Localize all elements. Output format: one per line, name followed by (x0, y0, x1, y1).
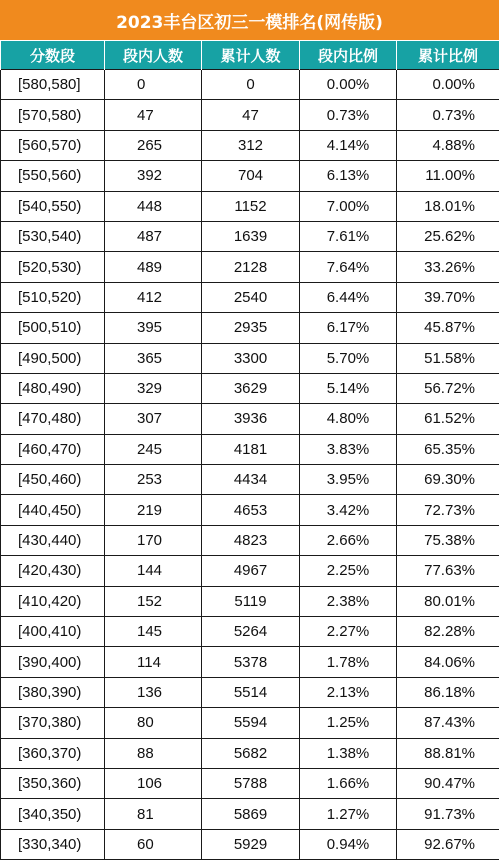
score-range-cell: [410,420) (1, 586, 105, 616)
cumulative-count-cell: 5378 (202, 647, 300, 677)
cumulative-ratio-cell: 45.87% (397, 313, 499, 343)
table-row (1, 221, 499, 251)
cumulative-count-cell: 3936 (202, 404, 300, 434)
cumulative-ratio-cell: 18.01% (397, 191, 499, 221)
cumulative-ratio-cell: 33.26% (397, 252, 499, 282)
score-range-cell: [420,430) (1, 556, 105, 586)
cumulative-ratio-cell: 56.72% (397, 373, 499, 403)
cumulative-count-cell: 4434 (202, 465, 300, 495)
count-cell: 88 (105, 738, 202, 768)
cumulative-ratio-cell: 80.01% (397, 586, 499, 616)
cumulative-count-cell: 1639 (202, 221, 300, 251)
count-cell: 395 (105, 313, 202, 343)
ratio-cell: 2.38% (300, 586, 397, 616)
score-range-cell: [480,490) (1, 373, 105, 403)
table-row (1, 161, 499, 191)
table-row (1, 586, 499, 616)
cumulative-ratio-cell: 61.52% (397, 404, 499, 434)
ratio-cell: 6.17% (300, 313, 397, 343)
score-range-cell: [520,530) (1, 252, 105, 282)
cumulative-count-cell: 4823 (202, 525, 300, 555)
table-row (1, 252, 499, 282)
cumulative-count-cell: 2128 (202, 252, 300, 282)
cumulative-count-cell: 5119 (202, 586, 300, 616)
table-row (1, 100, 499, 130)
table-row (1, 313, 499, 343)
cumulative-ratio-cell: 25.62% (397, 221, 499, 251)
ratio-cell: 0.73% (300, 100, 397, 130)
cumulative-count-cell: 3300 (202, 343, 300, 373)
cumulative-ratio-cell: 65.35% (397, 434, 499, 464)
column-header-score-range: 分数段 (1, 41, 105, 70)
cumulative-count-cell: 47 (202, 100, 300, 130)
cumulative-ratio-cell: 92.67% (397, 829, 499, 859)
cumulative-ratio-cell: 51.58% (397, 343, 499, 373)
column-header-ratio: 段内比例 (300, 41, 397, 70)
column-header-cumulative-ratio: 累计比例 (397, 41, 499, 70)
score-range-cell: [460,470) (1, 434, 105, 464)
ratio-cell: 6.13% (300, 161, 397, 191)
count-cell: 412 (105, 282, 202, 312)
cumulative-ratio-cell: 39.70% (397, 282, 499, 312)
cumulative-ratio-cell: 86.18% (397, 677, 499, 707)
count-cell: 245 (105, 434, 202, 464)
ratio-cell: 3.95% (300, 465, 397, 495)
score-range-cell: [440,450) (1, 495, 105, 525)
score-range-cell: [570,580) (1, 100, 105, 130)
cumulative-count-cell: 3629 (202, 373, 300, 403)
ratio-cell: 1.25% (300, 708, 397, 738)
score-range-cell: [510,520) (1, 282, 105, 312)
score-range-cell: [360,370) (1, 738, 105, 768)
cumulative-count-cell: 312 (202, 130, 300, 160)
count-cell: 136 (105, 677, 202, 707)
count-cell: 329 (105, 373, 202, 403)
ranking-table (0, 41, 499, 860)
ratio-cell: 2.13% (300, 677, 397, 707)
score-range-cell: [370,380) (1, 708, 105, 738)
cumulative-count-cell: 5264 (202, 617, 300, 647)
count-cell: 219 (105, 495, 202, 525)
score-range-cell: [470,480) (1, 404, 105, 434)
cumulative-ratio-cell: 75.38% (397, 525, 499, 555)
score-range-cell: [550,560) (1, 161, 105, 191)
cumulative-count-cell: 2540 (202, 282, 300, 312)
cumulative-ratio-cell: 87.43% (397, 708, 499, 738)
ratio-cell: 7.00% (300, 191, 397, 221)
count-cell: 265 (105, 130, 202, 160)
count-cell: 170 (105, 525, 202, 555)
cumulative-ratio-cell: 88.81% (397, 738, 499, 768)
count-cell: 114 (105, 647, 202, 677)
column-header-cumulative-count: 累计人数 (202, 41, 300, 70)
cumulative-count-cell: 4967 (202, 556, 300, 586)
score-range-cell: [450,460) (1, 465, 105, 495)
table-row (1, 282, 499, 312)
count-cell: 253 (105, 465, 202, 495)
table-row (1, 495, 499, 525)
cumulative-count-cell: 5514 (202, 677, 300, 707)
cumulative-ratio-cell: 11.00% (397, 161, 499, 191)
ratio-cell: 2.27% (300, 617, 397, 647)
ratio-cell: 0.00% (300, 70, 397, 100)
table-row (1, 647, 499, 677)
count-cell: 365 (105, 343, 202, 373)
score-range-cell: [400,410) (1, 617, 105, 647)
header-row (1, 41, 499, 70)
cumulative-count-cell: 5929 (202, 829, 300, 859)
cumulative-count-cell: 5869 (202, 799, 300, 829)
cumulative-count-cell: 0 (202, 70, 300, 100)
cumulative-ratio-cell: 69.30% (397, 465, 499, 495)
ratio-cell: 4.14% (300, 130, 397, 160)
score-range-cell: [560,570) (1, 130, 105, 160)
ratio-cell: 1.78% (300, 647, 397, 677)
count-cell: 145 (105, 617, 202, 647)
score-range-cell: [430,440) (1, 525, 105, 555)
score-range-cell: [540,550) (1, 191, 105, 221)
ratio-cell: 3.83% (300, 434, 397, 464)
column-header-count: 段内人数 (105, 41, 202, 70)
score-range-cell: [340,350) (1, 799, 105, 829)
count-cell: 487 (105, 221, 202, 251)
table-row (1, 738, 499, 768)
count-cell: 81 (105, 799, 202, 829)
cumulative-ratio-cell: 82.28% (397, 617, 499, 647)
ratio-cell: 2.25% (300, 556, 397, 586)
count-cell: 106 (105, 768, 202, 798)
score-range-cell: [330,340) (1, 829, 105, 859)
count-cell: 60 (105, 829, 202, 859)
cumulative-count-cell: 1152 (202, 191, 300, 221)
ratio-cell: 7.64% (300, 252, 397, 282)
cumulative-ratio-cell: 77.63% (397, 556, 499, 586)
cumulative-ratio-cell: 90.47% (397, 768, 499, 798)
score-range-cell: [380,390) (1, 677, 105, 707)
cumulative-count-cell: 2935 (202, 313, 300, 343)
count-cell: 80 (105, 708, 202, 738)
cumulative-count-cell: 5682 (202, 738, 300, 768)
table-row (1, 708, 499, 738)
table-row (1, 768, 499, 798)
score-range-cell: [390,400) (1, 647, 105, 677)
table-row (1, 525, 499, 555)
cumulative-ratio-cell: 84.06% (397, 647, 499, 677)
cumulative-count-cell: 4181 (202, 434, 300, 464)
cumulative-ratio-cell: 72.73% (397, 495, 499, 525)
score-range-cell: [490,500) (1, 343, 105, 373)
cumulative-ratio-cell: 0.73% (397, 100, 499, 130)
table-row (1, 617, 499, 647)
ratio-cell: 5.70% (300, 343, 397, 373)
ratio-cell: 5.14% (300, 373, 397, 403)
ratio-cell: 3.42% (300, 495, 397, 525)
score-range-cell: [350,360) (1, 768, 105, 798)
ratio-cell: 6.44% (300, 282, 397, 312)
cumulative-count-cell: 5594 (202, 708, 300, 738)
count-cell: 489 (105, 252, 202, 282)
cumulative-ratio-cell: 91.73% (397, 799, 499, 829)
table-row (1, 373, 499, 403)
table-row (1, 434, 499, 464)
table-row (1, 70, 499, 100)
count-cell: 144 (105, 556, 202, 586)
count-cell: 448 (105, 191, 202, 221)
ratio-cell: 1.38% (300, 738, 397, 768)
score-range-cell: [500,510) (1, 313, 105, 343)
table-row (1, 191, 499, 221)
table-row (1, 465, 499, 495)
ratio-cell: 4.80% (300, 404, 397, 434)
score-range-cell: [580,580] (1, 70, 105, 100)
table-row (1, 130, 499, 160)
cumulative-count-cell: 704 (202, 161, 300, 191)
cumulative-ratio-cell: 4.88% (397, 130, 499, 160)
ratio-cell: 2.66% (300, 525, 397, 555)
count-cell: 392 (105, 161, 202, 191)
count-cell: 152 (105, 586, 202, 616)
ratio-cell: 7.61% (300, 221, 397, 251)
cumulative-count-cell: 5788 (202, 768, 300, 798)
cumulative-ratio-cell: 0.00% (397, 70, 499, 100)
score-range-cell: [530,540) (1, 221, 105, 251)
count-cell: 47 (105, 100, 202, 130)
table-row (1, 404, 499, 434)
table-body (1, 70, 499, 860)
ratio-cell: 1.66% (300, 768, 397, 798)
count-cell: 0 (105, 70, 202, 100)
sheet-title: 2023丰台区初三一模排名(网传版) (0, 0, 499, 41)
table-row (1, 556, 499, 586)
ratio-cell: 0.94% (300, 829, 397, 859)
count-cell: 307 (105, 404, 202, 434)
table-row (1, 799, 499, 829)
cumulative-count-cell: 4653 (202, 495, 300, 525)
table-row (1, 343, 499, 373)
table-row (1, 677, 499, 707)
ratio-cell: 1.27% (300, 799, 397, 829)
